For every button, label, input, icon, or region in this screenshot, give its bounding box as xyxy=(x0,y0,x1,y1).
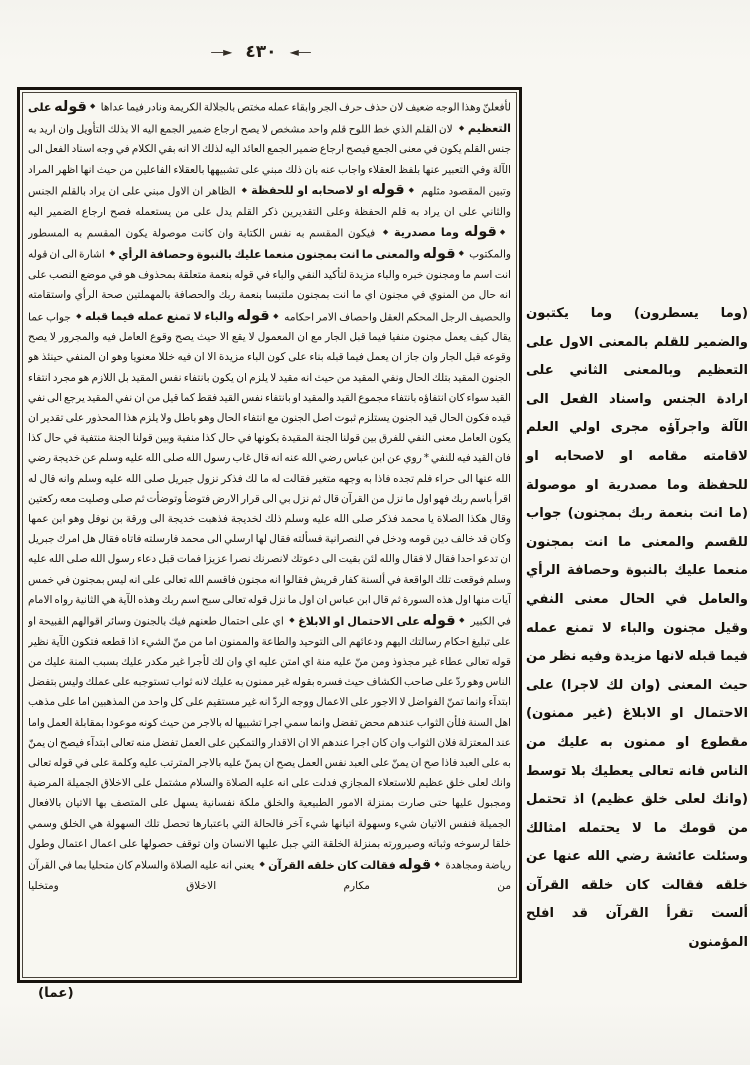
lemma-close-ornament-icon: ◆ xyxy=(458,123,465,132)
page-header xyxy=(0,42,522,62)
lemma-open-ornament-icon: ◆ xyxy=(458,249,465,258)
lemma-close-ornament-icon: ◆ xyxy=(259,860,266,869)
lemma-marker xyxy=(380,224,511,241)
lemma-open-ornament-icon: ◆ xyxy=(458,616,466,625)
lemma-marker xyxy=(256,856,443,873)
main-text: لأفعلنّ وهذا الوجه ضعيف لان حذف حرف الجر وابقاء عمله مختص بالجلالة الكريمة ونادر فيما عداها ◆قوله على التعظيم◆ لان القلم الذي خط اللوح قلم واحد مشخص لا يصح ارجاع ضمير الجمع اليه الا بذلك التأويل وان اريد به جنس القلم يكون في معنى الجمع فيصح ارجاع ضمير الجمع العائد اليه لذلك الا انه بقي الكلام في وجه اسناد الفعل الى الآلة وفي التعبير عنها بلفظ العقلاء واجاب عنه بان ذلك مبني على تشبيهها بالعقلاء الفاعلين من حيث انها اظهر المراد وتبين المقصود مثلهم ◆قوله او لاصحابه او للحفظة◆ الظاهر ان الاول مبني على ان يراد بالقلم الجنس والثاني على ان يراد به قلم الحفظة وعلى التقديرين ذكر القلم يدل على من يستعمله فصح ارجاع الضمير اليه ◆قوله وما مصدرية◆ فيكون المقسم به نفس الكتابة وان كانت موصولة يكون المقسم به المسطور والمكتوب ◆قوله والمعنى ما انت بمجنون منعما عليك بالنبوة وحصافة الرأي◆ اشارة الى ان قوله انت اسم ما ومجنون خبره والباء مزيدة لتأكيد النفي والباء في قوله بنعمة متعلقة بمحذوف هو في موضع النصب على انه حال من المنوي في مجنون اي ما انت بمجنون ملتبسا بنعمة ربك والحصافة بالمهملتين صحة الرأي واستقامته والحصيف الرجل المحكم العقل واحصاف الامر احكامه ◆قوله والباء لا تمنع عمله فيما قبله◆ جواب عما يقال كيف يعمل مجنون منفيا فيما قبل الجار مع ان المعمول لا يقع الا حيث يصح وقوع العامل فيه والمجرور لا يصح وقوعه قبل الجار وان جاز ان يعمل فيما قبله بناء على كون الباء مزيدة الا ان فيه خللا معنويا وهو ان المنفي حينئذ هو الجنون المقيد بتلك الحال ونفي المقيد من حيث انه مقيد لا يلزم ان يكون بانتفاء نفس المقيد بل اللازم هو مجرد انتفاء القيد سواء كان انتفاؤه بانتفاء مجموع القيد والمقيد او بانتفاء نفس القيد فقط كما قيل من ان نفي المقيد يرجع الى نفي قيده فكون الحال قيد الجنون يستلزم ثبوت اصل الجنون مع انتفاء الحال وهو باطل ولا يلزم هذا المحذور على تقدير ان يكون العامل معنى النفي للفرق بين قولنا الجنة المقيدة بكونها في حال كذا منفية وبين قولنا الجنة منتفية في حال كذا فان القيد فيه للنفي * روي عن ابن عباس رضي الله عنه انه قال غاب رسول الله صلى الله عليه وسلم عن خديجة رضي الله عنها الى حراء فلم تجده فاذا به وجهه متغير فقالت له ما لك فذكر نزول جبريل صلى الله عليه وسلم وانه قال له اقرأ باسم ربك فهو اول ما نزل من القرآن قال ثم نزل بي الى قرار الارض فتوضأ وتوضأت ثم صلى وصليت معه ركعتين وقال هكذا الصلاة يا محمد فذكر صلى الله عليه وسلم ذلك لخديجة فذهبت خديجة الى ورقة بن نوفل وهو ابن عمها وكان قد خالف دين قومه ودخل في النصرانية فسألته فقال لها ارسلي الى محمد فارسلته فاتاه فقال هل امرك جبريل ان تدعو احدا فقال لا فقال والله لئن بقيت الى دعوتك لانصرنك نصرا عزيزا فمات قبل دعاء رسول الله صلى الله عليه وسلم فوقعت تلك الواقعة في ألسنة كفار قريش فقالوا انه مجنون فاقسم الله تعالى على انه ليس بمجنون في خمس آيات منها اول هذه السورة ثم قال ابن عباس ان اول ما نزل قوله تعالى سبح اسم ربك وهذه الآية هي الثانية رواه الامام في الكبير ◆قوله على الاحتمال او الابلاغ◆ اي على احتمال طعنهم فيك بالجنون وسائر اقوالهم القبيحة او على تبليغ احكام رسالتك اليهم ودعائهم الى التوحيد والطاعة والممنون اما من منّ الشيء اذا قطعه فتكون الآية نظير قوله تعالى عطاء غير مجذوذ ومن منّ عليه منة اي امتن عليه اي وان لك لأجرا غير مكدر عليك بسبب المنة عليك من الناس وهو ردّ على صاحب الكشاف حيث فسره بقوله غير ممنون به عليك لانه ثواب تستوجبه على عملك وليس بتفضل ابتدآء وانما تمنّ الفواضل لا الاجور على الاعمال ووجه الردّ انه غير مستقيم على كل واحد من المذهبين اما على مذهب اهل السنة فلأن الثواب عندهم محض تفضل وانما سمي اجرا تشبيها له بالاجر من حيث كونه موعودا بمقابلة العمل واما عند المعتزلة فلان الثواب وان كان اجرا عندهم الا ان الاقدار والتمكين على العمل تفضل منه تعالى ابتدآء فيصح ان يمنّ به على العبد فاذا صح ان يمنّ على العبد نفس العمل يصح ان يمنّ عليه بالاجر المترتب عليه وكلمة على في قوله تعالى وانك لعلى خلق عظيم للاستعلاء المجازي فدلت على انه عليه الصلاة والسلام مشتمل على الاخلاق الجميلة المرضية ومجبول عليها حتى صارت بمنزلة الامور الطبيعية والخلق ملكة نفسانية يسهل على المتصف بها الاتيان بالافعال الجميلة فنفس الاتيان شيء وسهولة اتيانها شيء آخر فالحالة التي باعتبارها تحصل تلك السهولة هي الخلق وسمي خلقا لرسوخه وثباته وصيرورته بمنزلة الخلقة التي جبل عليها الانسان وان توقف حصولها على اعمال اعتمال وطول رياضة ومجاهدة ◆قوله فقالت كان خلقه القرآن◆ يعني انه عليه الصلاة والسلام كان متحليا بما في القرآن من مكارم الاخلاق ومتخليا xyxy=(28,98,511,892)
main-text-frame xyxy=(17,87,522,983)
qawluhu-word: قوله xyxy=(371,182,405,199)
lemma-open-ornament-icon: ◆ xyxy=(499,227,509,236)
lemma-close-ornament-icon: ◆ xyxy=(289,616,296,625)
lemma-marker xyxy=(286,612,468,629)
lemma-close-ornament-icon: ◆ xyxy=(382,227,391,236)
margin-note: (وما يسطرون) وما يكتبون والضمير للقلم بالمعنى الاول على التعظيم وبالمعنى الثاني على ارادة الجنس واسناد الفعل الى الآلة واجرآؤه مجرى اولي العلم لاقامته مقامه او لاصحابه او للحفظة وما مصدرية او موصولة (ما انت بنعمة ربك بمجنون) جواب للقسم والمعنى ما انت بمجنون منعما عليك بالنبوة وحصافة الرأي والعامل في الحال معنى النفي وقيل مجنون والباء لا تمنع عمله فيما قبله لانها مزيدة وفيه نظر من حيث المعنى (وان لك لاجرا) على الاحتمال او الابلاغ (غير ممنون) مقطوع او ممنون به عليك من الناس فانه تعالى يعطيك بلا توسط (وانك لعلى خلق عظيم) اذ تحتمل من قومك ما لا يحتمله امثالك وسئلت عائشة رضي الله عنها عن خلقه فقالت كان خلقه القرآن ألست تقرأ القرآن قد افلح المؤمنون xyxy=(526,306,748,951)
qawluhu-word: قوله xyxy=(422,245,456,262)
lemma-open-ornament-icon: ◆ xyxy=(434,860,441,869)
lemma-text: على التعظيم xyxy=(28,100,511,136)
lemma-open-ornament-icon: ◆ xyxy=(89,102,96,110)
lemma-marker xyxy=(107,245,467,262)
lemma-text: والباء لا تمنع عمله فيما قبله xyxy=(84,310,237,324)
header-ornament-left: ―► xyxy=(211,45,233,59)
qawluhu-word: قوله xyxy=(54,98,87,115)
lemma-marker xyxy=(239,182,419,199)
qawluhu-word: قوله xyxy=(464,224,497,241)
catchword: (عما) xyxy=(38,985,74,1001)
lemma-close-ornament-icon: ◆ xyxy=(76,311,82,320)
lemma-text: او لاصحابه او للحفظة xyxy=(251,184,372,198)
lemma-close-ornament-icon: ◆ xyxy=(109,249,116,258)
qawluhu-word: قوله xyxy=(398,856,432,873)
lemma-marker xyxy=(73,308,282,325)
qawluhu-word: قوله xyxy=(236,308,270,325)
lemma-marker xyxy=(28,98,511,136)
lemma-close-ornament-icon: ◆ xyxy=(241,185,249,194)
lemma-text: والمعنى ما انت بمجنون منعما عليك بالنبوة وحصافة الرأي xyxy=(118,247,423,261)
page-number: ٤٣٠ xyxy=(245,42,277,62)
lemma-text: وما مصدرية xyxy=(393,226,465,240)
lemma-open-ornament-icon: ◆ xyxy=(272,311,279,320)
lemma-open-ornament-icon: ◆ xyxy=(407,185,416,194)
header-ornament-right: ◄― xyxy=(289,45,311,59)
lemma-text: فقالت كان خلقه القرآن xyxy=(268,858,399,872)
qawluhu-word: قوله xyxy=(422,612,456,629)
lemma-text: على الاحتمال او الابلاغ xyxy=(298,614,423,628)
